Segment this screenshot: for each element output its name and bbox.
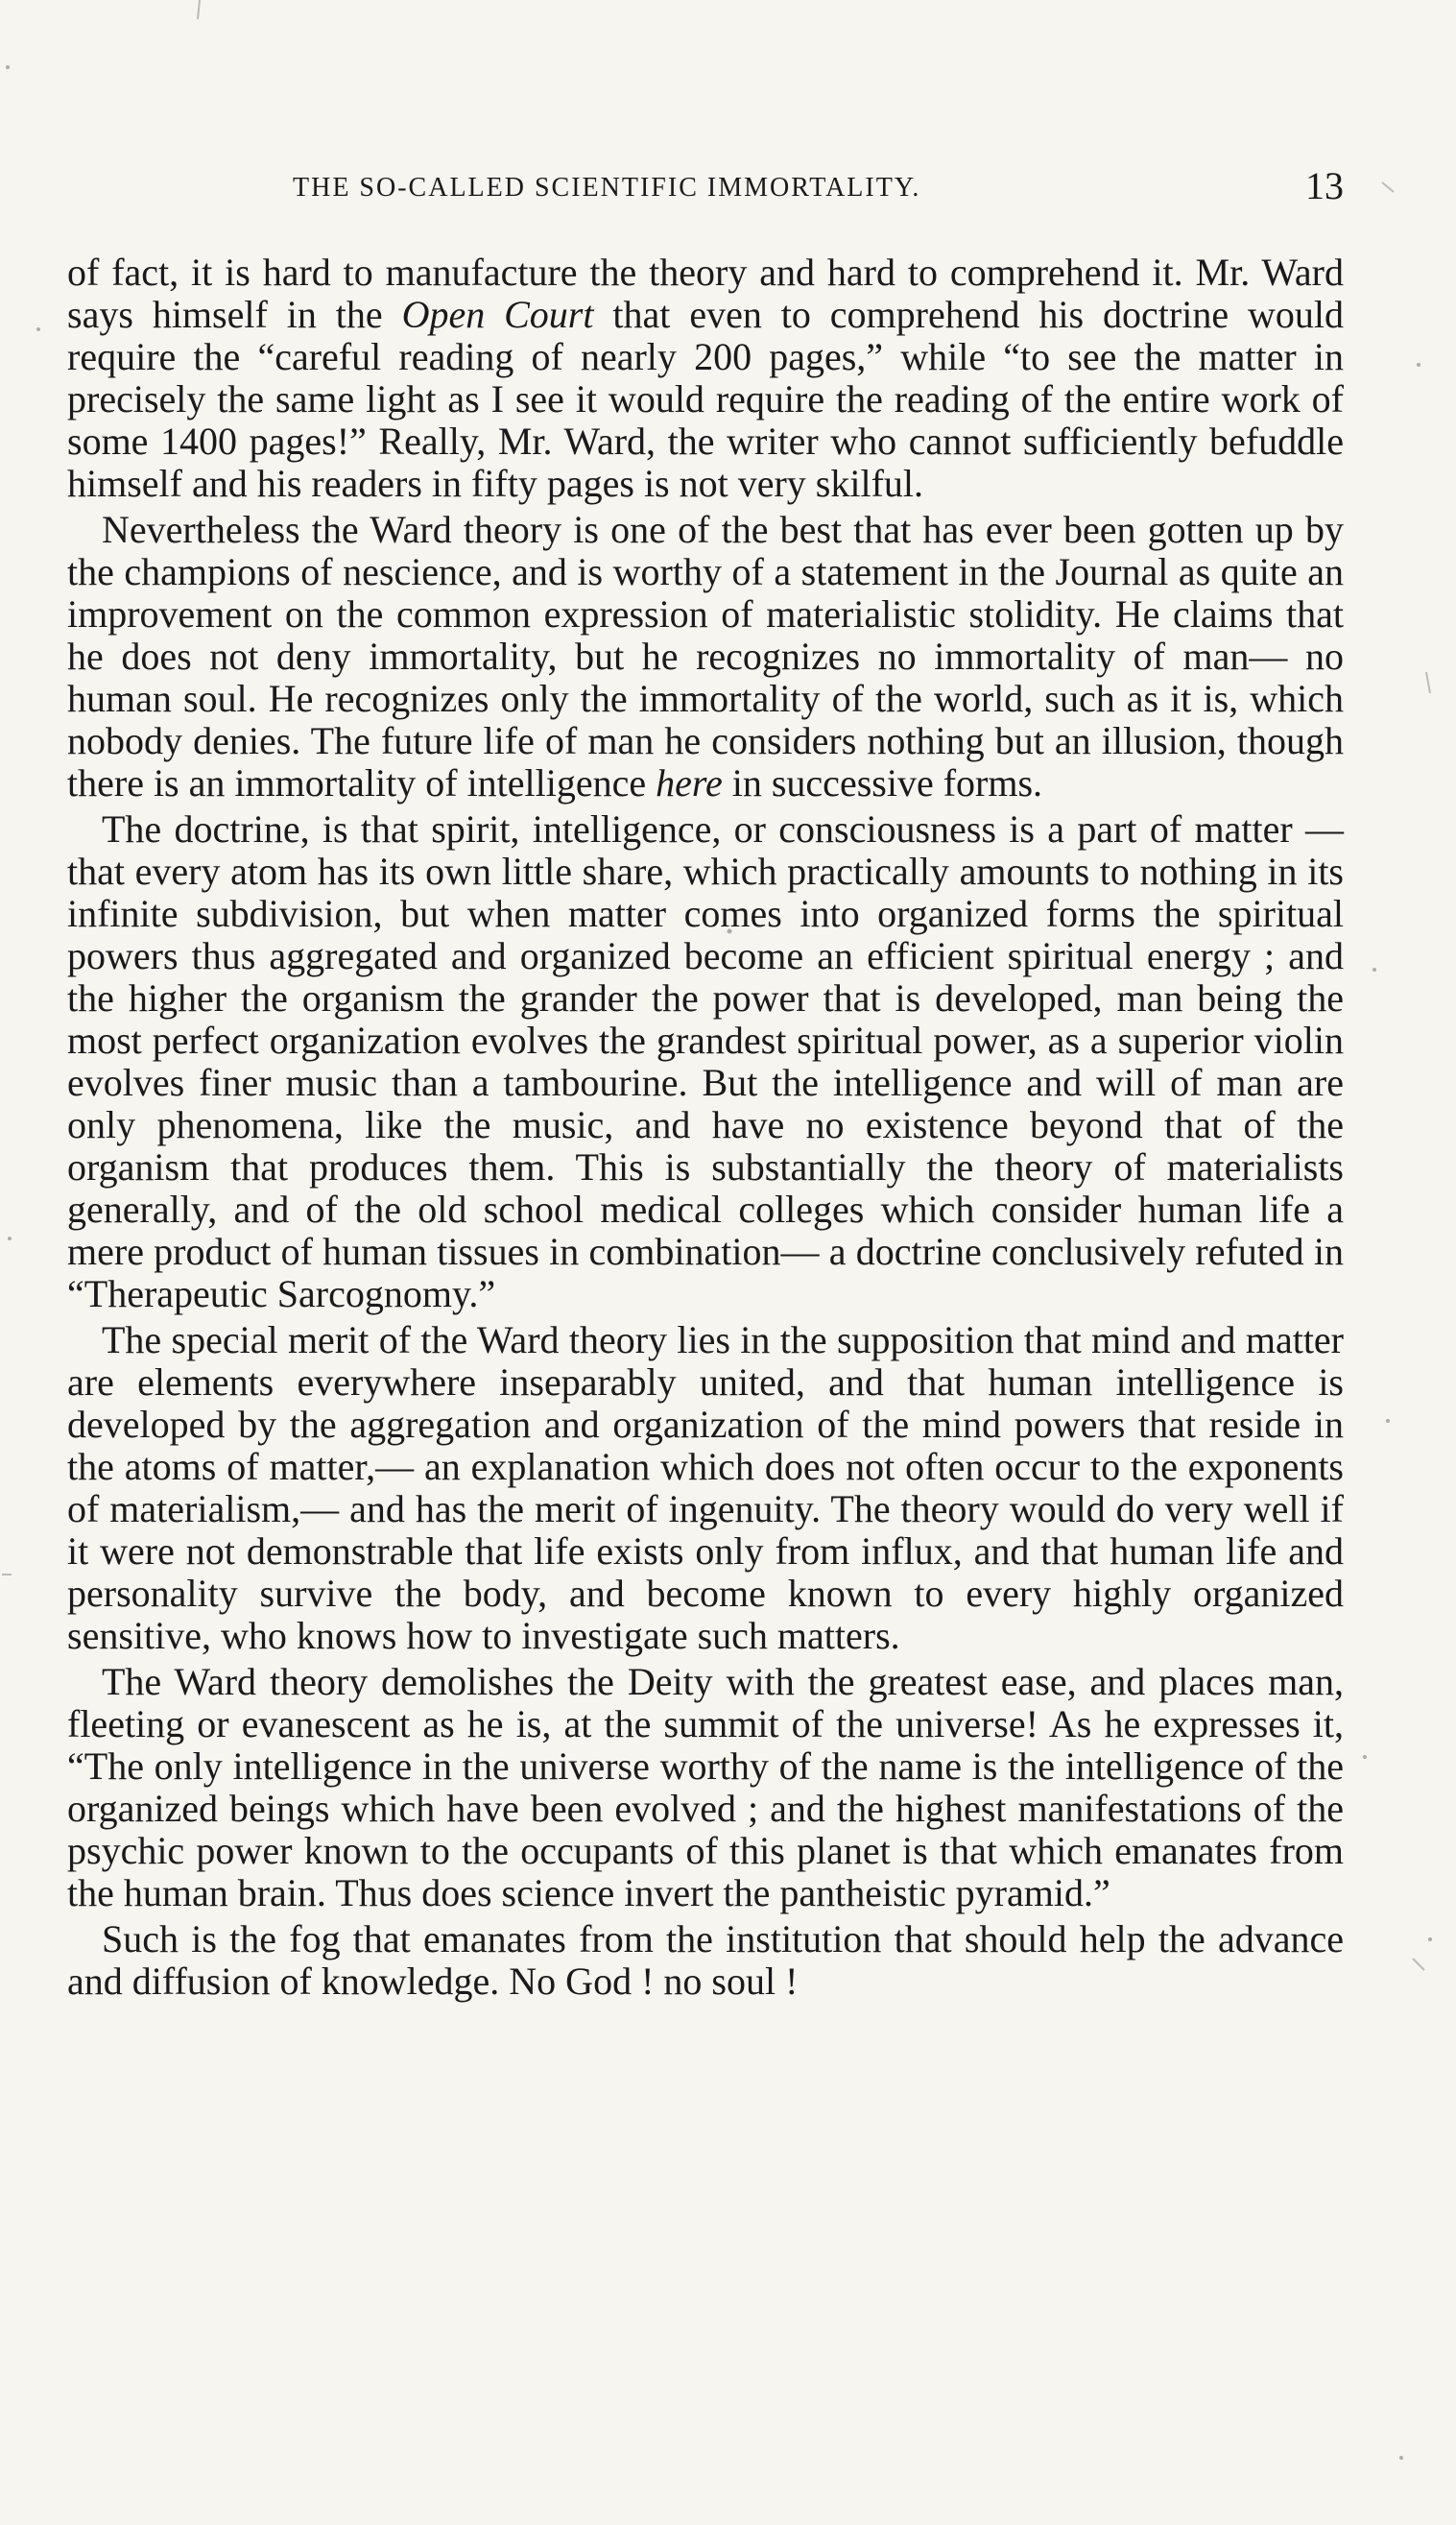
paragraph: Nevertheless the Ward theory is one of the best that has ever been gotten up by the champions of nescience, and is worthy of a statement in the Journal as quite an improvement on the common expression of materialistic stolidity. He claims that he does not deny immortality, but he recognizes no immortality of man— no human soul. He recognizes only the immortality of the world, such as it is, which nobody denies. The future life of man he considers nothing but an illusion, though there is an immortality of intelligence here in successive forms.: [67, 508, 1344, 805]
paragraph: The special merit of the Ward theory lies in the supposition that mind and matter are elements everywhere inseparably united, and that human intelligence is developed by the aggregation and organization of the mind powers that reside in the atoms of matter,— an explanation which does not often occur to the exponents of materialism,— and has the merit of ingenuity. The theory would do very well if it were not demonstrable that life exists only from influx, and that human life and personality survive the body, and become known to every highly organized sensitive, who knows how to investigate such matters.: [67, 1318, 1344, 1657]
paragraph: The doctrine, is that spirit, intelligence, or consciousness is a part of matter — that every atom has its own little share, which practically amounts to nothing in its infinite subdivision, but when matter comes into organized forms the spiritual powers thus aggregated and organized become an efficient spiritual energy ; and the higher the organism the grander the power that is developed, man being the most perfect organization evolves the grandest spiritual power, as a superior violin evolves finer music than a tambourine. But the intelligence and will of man are only phenomena, like the music, and have no existence beyond that of the organism that produces them. This is substantially the theory of materialists generally, and of the old school medical colleges which consider human life a mere product of human tissues in combination— a doctrine conclusively refuted in “Therapeutic Sarcognomy.”: [67, 807, 1344, 1315]
emphasis-text: Open Court: [401, 293, 594, 336]
paragraph: Such is the fog that emanates from the institution that should help the advance and diffusion of knowledge. No God ! no soul !: [67, 1917, 1344, 2003]
emphasis-text: here: [656, 761, 723, 805]
running-title: THE SO-CALLED SCIENTIFIC IMMORTALITY.: [293, 173, 921, 203]
page-header: [0, 163, 1456, 221]
paragraph: The Ward theory demolishes the Deity with the greatest ease, and places man, fleeting or evanescent as he is, at the summit of the universe! As he expresses it, “The only intelligence in the universe worthy of the name is the intelligence of the organized beings which have been evolved ; and the highest manifestations of the psychic power known to the occupants of this planet is that which emanates from the human brain. Thus does science invert the pantheistic pyramid.”: [67, 1660, 1344, 1914]
paragraph: of fact, it is hard to manufacture the theory and hard to comprehend it. Mr. Ward says himself in the Open Court that even to comprehend his doctrine would require the “careful reading of nearly 200 pages,” while “to see the matter in precisely the same light as I see it would require the reading of the entire work of some 1400 pages!” Really, Mr. Ward, the writer who cannot sufficiently befuddle himself and his readers in fifty pages is not very skilful.: [67, 251, 1345, 505]
body-text: [67, 252, 1344, 2003]
page-number: 13: [1305, 164, 1344, 207]
